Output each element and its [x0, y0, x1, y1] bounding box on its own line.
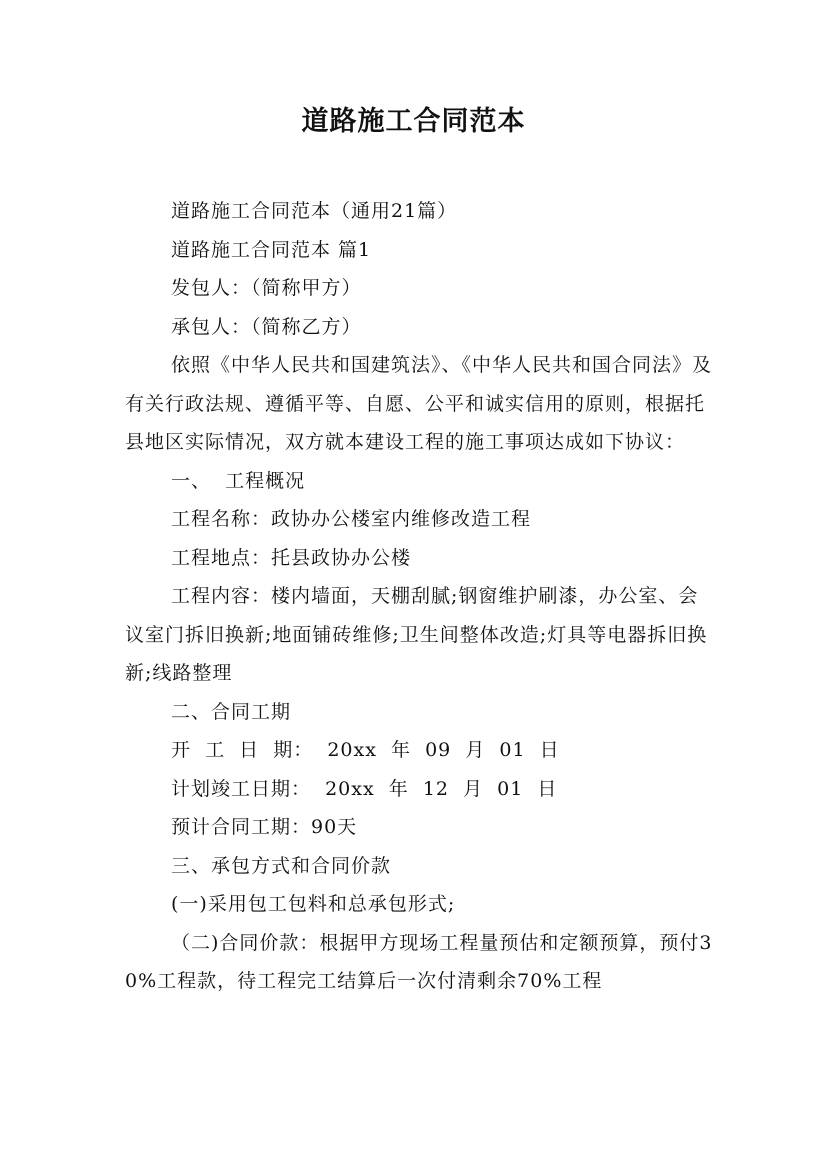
- section-heading-contract-price: 三、承包方式和合同价款: [171, 854, 392, 877]
- paragraph-project-content: 工程内容：楼内墙面，天棚刮腻;钢窗维护刷漆，办公室、会议室门拆旧换新;地面铺砖维修;卫生间整体改造;灯具等电器拆旧换新;线路整理: [125, 585, 708, 684]
- document-title: 道路施工合同范本: [301, 106, 526, 137]
- paragraph-completion-date: 计划竣工日期： 20xx 年 12 月 01 日: [171, 777, 558, 800]
- paragraph-chapter-heading: 道路施工合同范本 篇1: [171, 238, 372, 261]
- document-body: [125, 192, 715, 1001]
- paragraph-contract-form: (一)采用包工包料和总承包形式;: [171, 893, 456, 915]
- paragraph-subtitle: 道路施工合同范本（通用21篇）: [171, 200, 458, 222]
- paragraph-contractor: 承包人：（简称乙方）: [171, 315, 362, 338]
- paragraph-project-location: 工程地点：托县政协办公楼: [171, 546, 412, 569]
- paragraph-preamble: 依照《中华人民共和国建筑法》、《中华人民共和国合同法》及有关行政法规、遵循平等、自愿、公平和诚实信用的原则，根据托县地区实际情况，双方就本建设工程的施工事项达成如下协议：: [125, 354, 713, 453]
- section-heading-duration: 二、合同工期: [171, 700, 292, 723]
- paragraph-employer: 发包人：（简称甲方）: [171, 277, 362, 299]
- paragraph-project-name: 工程名称：政协办公楼室内维修改造工程: [171, 508, 532, 530]
- paragraph-contract-price: （二)合同价款：根据甲方现场工程量预估和定额预算，预付30%工程款，待工程完工结算后一次付清剩余70%工程: [125, 931, 713, 992]
- paragraph-duration: 预计合同工期：90天: [171, 816, 358, 838]
- paragraph-start-date: 开 工 日 期： 20xx 年 09 月 01 日: [171, 739, 560, 761]
- section-heading-overview: 一、 工程概况: [171, 469, 306, 492]
